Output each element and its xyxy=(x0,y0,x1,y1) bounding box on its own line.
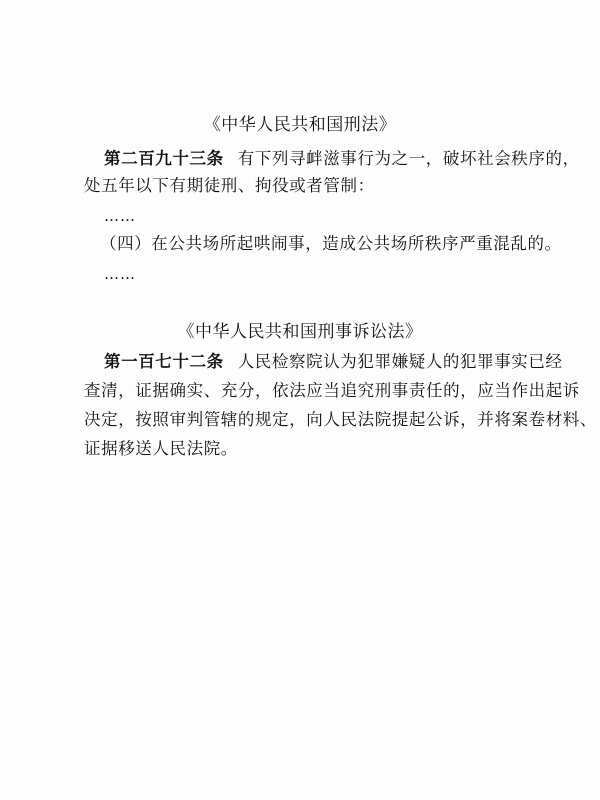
procedure-article-line-1 xyxy=(104,351,563,373)
criminal-law-article-line-2: 处五年以下有期徒刑、拘役或者管制： xyxy=(84,176,375,195)
criminal-law-title: 《中华人民共和国刑法》 xyxy=(203,115,397,135)
criminal-law-ellipsis-2: …… xyxy=(104,265,136,283)
criminal-law-article-text-1: 有下列寻衅滋事行为之一，破坏社会秩序的， xyxy=(237,149,580,168)
criminal-law-ellipsis-1: …… xyxy=(104,207,136,225)
procedure-article-text-1: 人民检察院认为犯罪嫌疑人的犯罪事实已经 xyxy=(237,352,563,371)
procedure-article-number: 第一百七十二条 xyxy=(104,352,224,371)
criminal-law-article-line-1 xyxy=(104,148,580,170)
criminal-law-article-number: 第二百九十三条 xyxy=(104,149,224,168)
procedure-article-line-4: 证据移送人民法院。 xyxy=(84,439,238,458)
procedure-article-line-2: 查清，证据确实、充分，依法应当追究刑事责任的，应当作出起诉 xyxy=(84,381,580,400)
criminal-procedure-law-title: 《中华人民共和国刑事诉讼法》 xyxy=(177,322,423,342)
procedure-article-line-3: 决定，按照审判管辖的规定，向人民法院提起公诉，并将案卷材料、 xyxy=(84,410,597,429)
criminal-law-clause-four: （四）在公共场所起哄闹事，造成公共场所秩序严重混乱的。 xyxy=(100,234,562,253)
